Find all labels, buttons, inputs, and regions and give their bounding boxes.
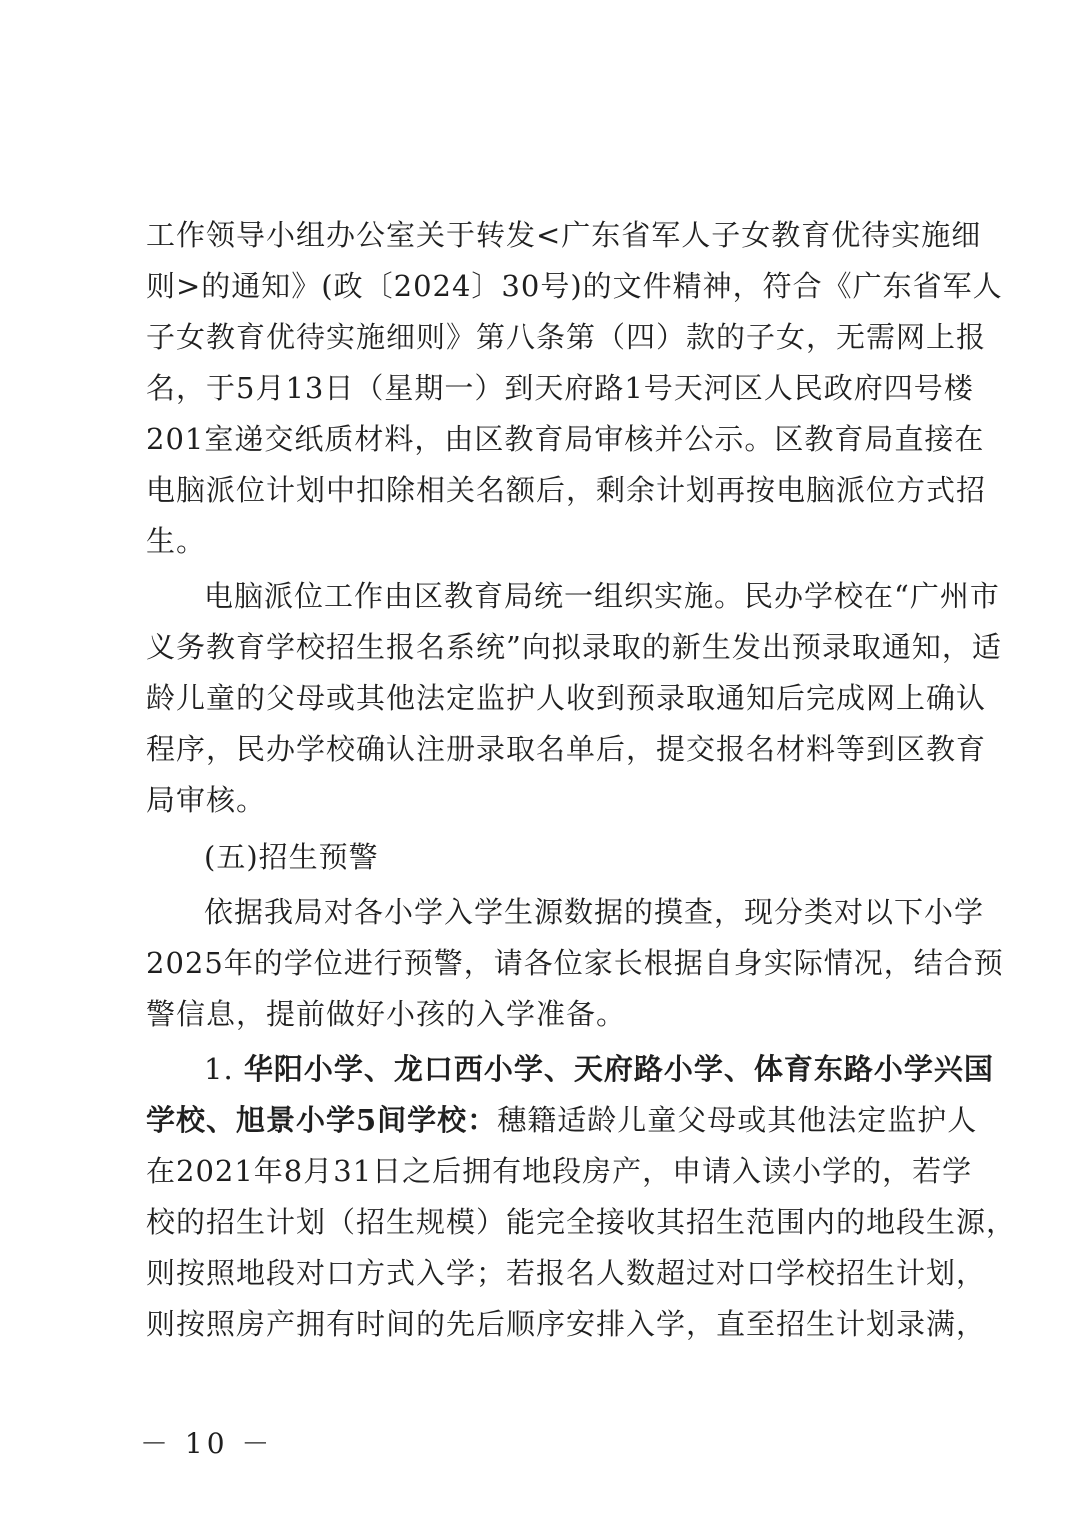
- bold-text: 学校、旭景小学5间学校：: [146, 1103, 498, 1137]
- body-text: 穗籍适龄儿童父母或其他法定监护人: [497, 1103, 978, 1137]
- text-line: 则按照地段对口方式入学；若报名人数超过对口学校招生计划，: [146, 1256, 987, 1290]
- text-line: 电脑派位工作由区教育局统一组织实施。民办学校在“广州市: [204, 579, 1000, 613]
- text-line: 局审核。: [146, 783, 267, 817]
- text-line: [146, 1095, 978, 1146]
- text-line: 2025年的学位进行预警，请各位家长根据自身实际情况，结合预: [146, 946, 1004, 980]
- paragraph: [146, 1044, 1017, 1350]
- text-line: 电脑派位计划中扣除相关名额后，剩余计划再按电脑派位方式招: [146, 473, 987, 507]
- text-line: [146, 1044, 994, 1095]
- text-line: 义务教育学校招生报名系统”向拟录取的新生发出预录取通知，适: [146, 630, 1002, 664]
- text-line: 名，于5月13日（星期一）到天府路1号天河区人民政府四号楼: [146, 371, 974, 405]
- paragraph: [146, 887, 1004, 1040]
- bold-text: 华阳小学、龙口西小学、天府路小学、体育东路小学兴国: [243, 1052, 994, 1086]
- text-line: 校的招生计划（招生规模）能完全接收其招生范围内的地段生源，: [146, 1205, 1017, 1239]
- text-line: 则按照房产拥有时间的先后顺序安排入学，直至招生计划录满，: [146, 1307, 987, 1341]
- page-number: － 10 －: [140, 1427, 274, 1460]
- paragraph: [146, 571, 1002, 826]
- text-line: 程序，民办学校确认注册录取名单后，提交报名材料等到区教育: [146, 732, 987, 766]
- section-heading: (五)招生预警: [204, 840, 379, 874]
- text-line: 则>的通知》(政〔2024〕30号)的文件精神，符合《广东省军人: [146, 269, 1003, 303]
- paragraph: [146, 210, 1003, 567]
- text-line: 201室递交纸质材料，由区教育局审核并公示。区教育局直接在: [146, 422, 985, 456]
- document-body: [146, 210, 1017, 1350]
- list-number: 1.: [204, 1052, 244, 1086]
- text-line: 龄儿童的父母或其他法定监护人收到预录取通知后完成网上确认: [146, 681, 987, 715]
- text-line: 警信息，提前做好小孩的入学准备。: [146, 997, 627, 1031]
- text-line: 工作领导小组办公室关于转发<广东省军人子女教育优待实施细: [146, 218, 982, 252]
- text-line: 子女教育优待实施细则》第八条第（四）款的子女，无需网上报: [146, 320, 987, 354]
- text-line: 依据我局对各小学入学生源数据的摸查，现分类对以下小学: [204, 895, 985, 929]
- text-line: 在2021年8月31日之后拥有地段房产，申请入读小学的，若学: [146, 1154, 973, 1188]
- text-line: 生。: [146, 524, 207, 558]
